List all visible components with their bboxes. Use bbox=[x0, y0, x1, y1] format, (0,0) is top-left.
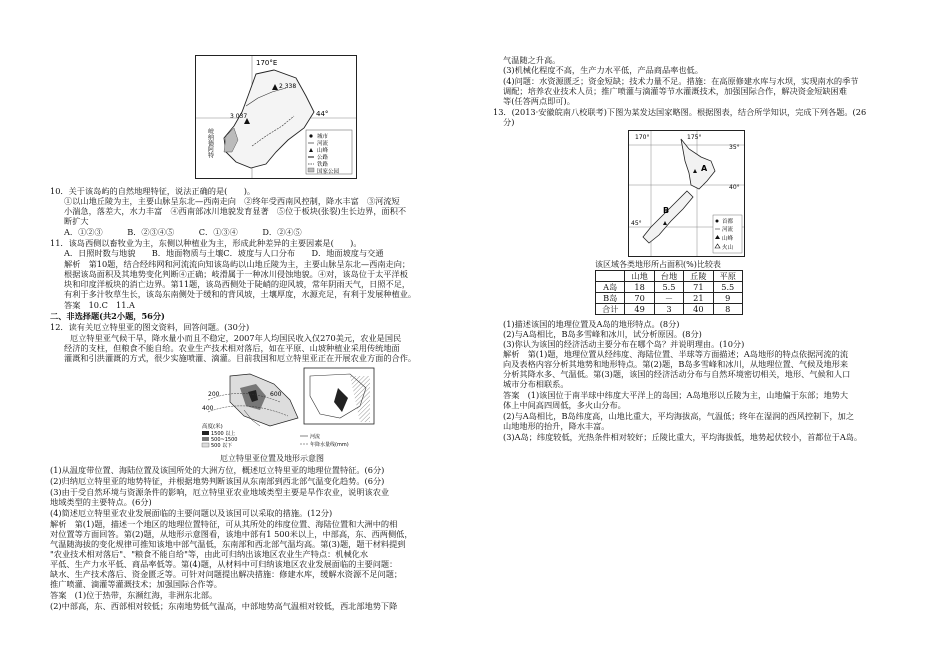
question-10: 10．关于该岛屿的自然地理特征，说法正确的是( )。 bbox=[50, 186, 256, 196]
coast-text: 岐纳德阿特 bbox=[206, 128, 214, 158]
table-cell: 8 bbox=[713, 304, 742, 315]
country-map-figure bbox=[628, 130, 745, 257]
table-header-cell: 台地 bbox=[654, 271, 683, 282]
q10-statements-3: 断扩大 bbox=[64, 216, 89, 226]
question-13-cont: 分) bbox=[503, 117, 515, 127]
q10-statements-1: ①以山地丘陵为主，主要山脉呈东北—西南走向 ②终年受西南风控制，降水丰富 ③河流短 bbox=[64, 196, 400, 206]
q10-options: A．①②③ B．②③④⑤ C．①③④ D．②④⑤ bbox=[64, 227, 302, 237]
legend-low: 500 以下 bbox=[211, 443, 233, 449]
isohyet-600: 600 bbox=[270, 391, 282, 398]
island-b bbox=[643, 191, 693, 243]
q12-part-1: (1)从温度带位置、海陆位置及该国所处的大洲方位，概述厄立特里亚的地理位置特征。(6分) bbox=[50, 465, 385, 475]
q12-analysis: 缺水、生产技术落后、资金匮乏等。可针对问题提出解决措施：修建水库，缓解水资源不足问题； bbox=[50, 569, 403, 579]
legend-river: 河流 bbox=[310, 434, 321, 440]
legend-title: 高度(米) bbox=[202, 424, 223, 430]
q12-answer-3: (3)机械化程度不高，生产力水平低，产品商品率也低。 bbox=[503, 65, 703, 75]
isohyet-200: 200 bbox=[208, 391, 220, 398]
legend-river: 河流 bbox=[722, 227, 734, 233]
table-cell: 5.5 bbox=[654, 282, 683, 293]
lat-35: 35° bbox=[729, 144, 740, 151]
legend-peak: 山峰 bbox=[317, 148, 329, 154]
legend-city: 城市 bbox=[317, 134, 329, 140]
q13-answer: (2)与A岛相比，B岛纬度高，山地比重大，平均海拔高，气温低；终年在湿润的西风控制下，加之 bbox=[503, 411, 855, 421]
analysis-line: 根据该岛面积及其地势变化判断④正确；岐滑属于一种冰川侵蚀地貌。④对，该岛位于太平洋板 bbox=[64, 269, 408, 279]
q13-answer: 山地地形的抬升，降水丰富。 bbox=[503, 421, 610, 431]
q12-analysis: 平低、生产力水平低、商品率低等。第(4)题，从材料中可归纳该地区农业发展面临的主要问题： bbox=[50, 559, 398, 569]
legend-volcano: 火山 bbox=[722, 245, 734, 251]
q12-analysis: "农业技术相对落后"、"粮食不能自给"等，由此可归纳出该地区农业生产特点：机械化水 bbox=[50, 549, 369, 559]
q12-analysis: 对位置等方面回答。第(2)题，从地形示意图看，该地中部有1 500米以上，中部高，东、西两侧低， bbox=[50, 529, 413, 539]
island-a-label: A bbox=[701, 164, 708, 173]
q12-part-2: (2)归纳厄立特里亚的地势特征，并根据地势判断该国从东南部到西北部气温变化趋势。(6分) bbox=[50, 476, 385, 486]
legend-capital: 首都 bbox=[722, 219, 734, 225]
question-13: 13．(2013·安徽皖南八校联考)下图为某发达国家略图。根据图表，结合所学知识，完成下列各题。(26 bbox=[493, 107, 867, 117]
map-lon-label: 170°E bbox=[256, 59, 278, 67]
q13-part-2: (2)与A岛相比，B岛多雪峰和冰川，试分析原因。(8分) bbox=[503, 329, 702, 339]
answer-10-11: 答案 10.C 11.A bbox=[64, 300, 135, 310]
legend-isohyet: 年降水量线(mm) bbox=[310, 442, 349, 448]
q13-analysis: 分析其降水多、气温低。第(3)题，该国的经济活动分布与自然环境密切相关，地形、气候和人口 bbox=[503, 369, 851, 379]
peak1-label: 2 338 bbox=[279, 83, 297, 90]
legend-railway: 铁路 bbox=[317, 162, 329, 168]
table-cell: 70 bbox=[625, 293, 654, 304]
table-row bbox=[596, 282, 743, 293]
table-cell: 71 bbox=[684, 282, 713, 293]
table-header-cell: 平原 bbox=[713, 271, 742, 282]
table-row bbox=[596, 304, 743, 315]
table-cell: 5.5 bbox=[713, 282, 742, 293]
island-b-label: B bbox=[663, 206, 670, 215]
table-cell: 3 bbox=[654, 304, 683, 315]
lat-45: 45° bbox=[631, 220, 642, 227]
q12-analysis: 气温随海拔的变化规律可推知该地中部气温低，东南部和西北部气温均高。第(3)题，题干材料提到 bbox=[50, 539, 406, 549]
q12-part-4: (4)简述厄立特里亚农业发展面临的主要问题以及该国可以采取的措施。(12分) bbox=[50, 508, 333, 518]
q13-analysis: 向及表格内容分析其地势和地形特点。第(2)题，B岛多雪峰和冰川，从地理位置、气候及地形来 bbox=[503, 359, 849, 369]
q10-statements-2: 小湍急，落差大，水力丰富 ④西南部冰川地貌发育显著 ⑤位于板块(张裂)生长边界，面积不 bbox=[64, 206, 407, 216]
q12-part-3: (3)由于受自然环境与资源条件的影响，厄立特里亚农业地域类型主要是旱作农业，说明该农业 bbox=[50, 487, 390, 497]
q12-material: 经济的支柱，但粮食不能自给。农业生产技术相对落后，如在平原、山坡种植业采用传统地面 bbox=[64, 343, 400, 353]
q13-analysis: 解析 第(1)题，地理位置从经纬度、海陆位置、半球等方面描述；A岛地形的特点依据河流的流 bbox=[503, 349, 849, 359]
eritrea-caption: 厄立特里亚位置及地形示意图 bbox=[220, 454, 324, 463]
table-cell: B岛 bbox=[596, 293, 625, 304]
legend-park: 国家公园 bbox=[317, 169, 340, 175]
terrain-table bbox=[595, 270, 743, 315]
isohyet-400: 400 bbox=[202, 405, 214, 412]
table-cell: A岛 bbox=[596, 282, 625, 293]
eritrea-map-figure bbox=[200, 366, 420, 452]
q13-answer: 答案 (1)该国位于南半球中纬度大平洋上的岛国；A岛地形以丘陵为主，山地偏于东部；地势大 bbox=[503, 390, 849, 400]
table-cell: 49 bbox=[625, 304, 654, 315]
q12-answer-4: 调配；培养农业技术人员；推广喷灌与滴灌等节水灌溉技术，加强国际合作，解决资金短缺困难 bbox=[503, 86, 847, 96]
island-map-figure bbox=[195, 55, 357, 179]
table-header-row bbox=[596, 271, 743, 282]
country-legend bbox=[713, 215, 742, 253]
q12-analysis: 推广喷灌、滴灌等灌溉技术；加强国际合作等。 bbox=[50, 579, 222, 589]
question-12: 12．读有关厄立特里亚的图文资料，回答问题。(30分) bbox=[50, 322, 250, 332]
table-header-cell: 山地 bbox=[625, 271, 654, 282]
peak2-label: 3 037 bbox=[230, 113, 248, 120]
lon-175: 175° bbox=[687, 134, 702, 141]
legend-high: 1500 以上 bbox=[211, 431, 236, 437]
q12-answer-4: (4)问题：水资源匮乏；资金短缺；技术力量不足。措施：在高原修建水库与水坝，实现南水的季节 bbox=[503, 76, 859, 86]
map-lat-label: 44° bbox=[316, 110, 329, 118]
table-header-cell: 丘陵 bbox=[684, 271, 713, 282]
q12-analysis: 解析 第(1)题，描述一个地区的地理位置特征，可从其所处的纬度位置、海陆位置和大洲中的相 bbox=[50, 519, 398, 529]
legend-peak: 山峰 bbox=[722, 236, 734, 242]
q12-material: 灌溉和引洪灌溉的方式，很少实施喷灌、滴灌。目前我国和厄立特里亚正在开展农业方面的合作。 bbox=[64, 353, 417, 363]
table-cell: － bbox=[654, 293, 683, 304]
capital-icon bbox=[716, 220, 719, 223]
map-legend bbox=[306, 130, 352, 175]
island-a bbox=[681, 139, 715, 189]
legend-mid: 500~1500 bbox=[211, 437, 238, 443]
table-cell: 合计 bbox=[596, 304, 625, 315]
eritrea-map bbox=[200, 366, 420, 452]
analysis-line: 块和印度洋板块的消亡边界。第11题，该岛西侧处于陡峭的迎风坡，常年阴雨天气，日照不足， bbox=[64, 279, 411, 289]
country-map bbox=[629, 131, 744, 256]
analysis-line: 有利于多汁牧草生长，该岛东南侧处于缓和的背风坡，土壤厚度，水源充足，有利于发展种植业。 bbox=[64, 289, 417, 299]
island-map bbox=[196, 56, 356, 178]
table-cell: 18 bbox=[625, 282, 654, 293]
q11-options: A．日照时数与地貌 B．地面物质与土壤C．坡度与人口分布 D．地面坡度与交通 bbox=[64, 248, 384, 258]
q12-answer-4: 等(任答两点即可)。 bbox=[503, 96, 575, 106]
eritrea-legend bbox=[202, 422, 349, 449]
table-row bbox=[596, 293, 743, 304]
lon-170: 170° bbox=[635, 134, 650, 141]
table-header-cell bbox=[596, 271, 625, 282]
q12-material: 厄立特里亚气候干旱，降水量小而且不稳定，2007年人均国民收入仅270美元，农业是国民 bbox=[70, 333, 402, 343]
legend-river: 河流 bbox=[317, 141, 329, 147]
q12-part-3b: 地域类型的主要特点。(6分) bbox=[50, 497, 152, 507]
q13-analysis: 城市分布相联系。 bbox=[503, 379, 569, 389]
q13-answer: 体上中间高四周低，多火山分布。 bbox=[503, 400, 626, 410]
q12-answer-cont: 气温随之升高。 bbox=[503, 55, 561, 65]
q13-part-3: (3)你认为该国的经济活动主要分布在哪个岛？并说明理由。(10分) bbox=[503, 339, 745, 349]
question-11: 11．该岛西侧以畜牧业为主，东侧以种植业为主，形成此种差异的主要因素是( )。 bbox=[50, 238, 362, 248]
analysis-line: 解析 第10题，结合经纬网和河流流向知该岛屿以山地丘陵为主，主要山脉呈东北—西南走向； bbox=[64, 259, 411, 269]
table-cell: 40 bbox=[684, 304, 713, 315]
table-title: 该区域各类地形所占面积(%)比较表 bbox=[595, 260, 721, 269]
q12-answer: (2)中部高，东、西部相对较低；东南地势低气温高，中部地势高气温相对较低，西北部地势下降 bbox=[50, 601, 398, 611]
q13-part-1: (1)描述该国的地理位置及A岛的地形特点。(8分) bbox=[503, 319, 680, 329]
table-cell: 9 bbox=[713, 293, 742, 304]
q13-answer: (3)A岛；纬度较低，光热条件相对较好；丘陵比重大，平均海拔低，地势起伏较小，首都位于A岛。 bbox=[503, 432, 863, 442]
legend-road: 公路 bbox=[317, 155, 329, 161]
q12-answer: 答案 (1)位于热带，东濒红海，非洲东北部。 bbox=[50, 590, 218, 600]
park-icon bbox=[308, 168, 314, 172]
section-heading: 二、非选择题(共2小题，56分) bbox=[50, 311, 165, 321]
table-cell: 21 bbox=[684, 293, 713, 304]
lat-40: 40° bbox=[729, 184, 740, 191]
city-icon bbox=[309, 134, 312, 137]
